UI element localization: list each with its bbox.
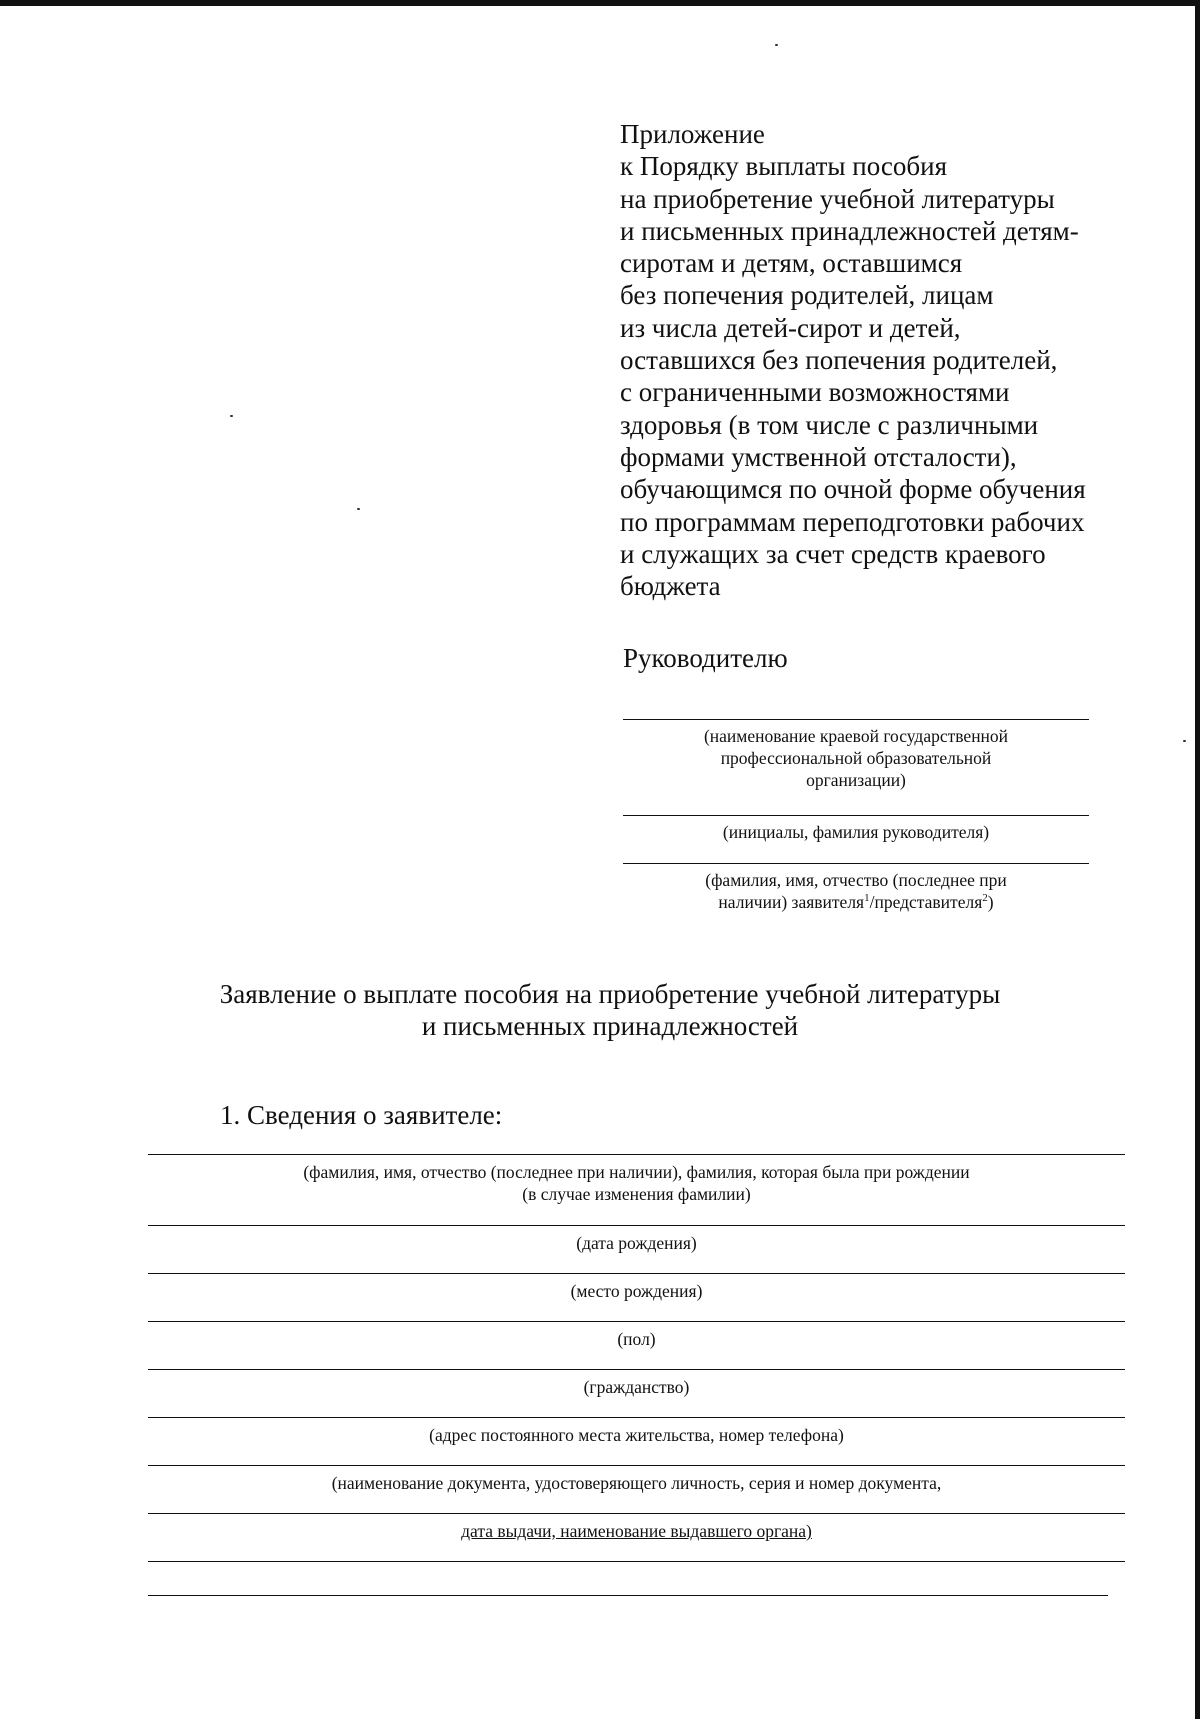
field-line <box>148 1561 1125 1562</box>
field-line <box>148 1273 1125 1274</box>
document-title <box>150 978 1070 1042</box>
appendix-line: здоровья (в том числе с различными <box>620 409 1039 440</box>
appendix-line: к Порядку выплаты пособия <box>620 151 948 182</box>
applicant-name-caption: (фамилия, имя, отчество (последнее при наличии) заявителя$^1$/представителя$^2$) <box>705 870 1007 912</box>
appendix-line: с ограниченными возможностями <box>620 377 1010 408</box>
birth-date-caption: (дата рождения) <box>576 1233 697 1253</box>
page-top-border <box>0 0 1200 6</box>
field-line <box>148 1513 1125 1514</box>
field-line <box>148 1225 1125 1226</box>
appendix-line: без попечения родителей, лицам <box>620 280 994 311</box>
document-title-line1: Заявление о выплате пособия на приобретение учебной литературы <box>219 979 1001 1009</box>
appendix-line: по программам переподготовки рабочих <box>620 506 1085 537</box>
gender-field[interactable] <box>148 1321 1125 1350</box>
org-name-caption: (наименование краевой государственной профессиональной образовательной организации) <box>703 726 1009 790</box>
appendix-line: из числа детей-сирот и детей, <box>620 312 961 343</box>
appendix-line: оставшихся без попечения родителей, <box>620 345 1058 376</box>
field-line <box>148 1369 1125 1370</box>
scan-speck <box>357 508 360 510</box>
applicant-name-field[interactable] <box>623 863 1089 913</box>
birth-date-field[interactable] <box>148 1225 1125 1254</box>
applicant-fio-caption: (фамилия, имя, отчество (последнее при наличии), фамилия, которая была при рождении (в случае изменения фамилии) <box>303 1162 970 1204</box>
applicant-name-line <box>623 863 1089 864</box>
scan-speck <box>1183 740 1186 742</box>
scan-speck <box>775 44 778 46</box>
appendix-line: Приложение <box>620 119 765 149</box>
field-line <box>148 1465 1125 1466</box>
appendix-line: и письменных принадлежностей детям- <box>620 215 1079 246</box>
head-name-field[interactable] <box>623 815 1089 843</box>
applicant-fio-field[interactable] <box>148 1154 1125 1205</box>
head-name-caption: (инициалы, фамилия руководителя) <box>722 822 990 842</box>
field-line <box>148 1417 1125 1418</box>
citizenship-caption: (гражданство) <box>583 1377 690 1397</box>
scan-speck <box>230 415 233 417</box>
address-caption: (адрес постоянного места жительства, номер телефона) <box>429 1425 844 1445</box>
id-issue-field[interactable] <box>148 1513 1125 1542</box>
section-1-heading: 1. Сведения о заявителе: <box>220 1100 503 1130</box>
addressee-label: Руководителю <box>623 643 788 673</box>
birth-place-caption: (место рождения) <box>570 1281 703 1301</box>
blank-line-field[interactable] <box>148 1595 1108 1596</box>
appendix-line: и служащих за счет средств краевого <box>620 538 1046 569</box>
address-field[interactable] <box>148 1417 1125 1446</box>
head-name-line <box>623 815 1089 816</box>
id-document-field[interactable] <box>148 1465 1125 1494</box>
appendix-line: обучающимся по очной форме обучения <box>620 474 1086 505</box>
appendix-line: бюджета <box>620 571 721 602</box>
appendix-line: на приобретение учебной литературы <box>620 183 1055 214</box>
appendix-line: сиротам и детям, оставшимся <box>620 248 963 279</box>
org-name-line <box>623 719 1089 720</box>
footnote-ref-1: 1 <box>864 892 870 905</box>
gender-caption: (пол) <box>617 1329 656 1349</box>
org-name-field[interactable] <box>623 719 1089 791</box>
id-issue-caption: дата выдачи, наименование выдавшего органа) <box>461 1521 812 1541</box>
appendix-block <box>620 118 1120 602</box>
field-line <box>148 1595 1108 1596</box>
id-document-caption: (наименование документа, удостоверяющего личность, серия и номер документа, <box>331 1473 942 1493</box>
field-line <box>148 1154 1125 1155</box>
appendix-line: формами умственной отсталости), <box>620 441 1017 472</box>
blank-line-field[interactable] <box>148 1561 1125 1562</box>
document-title-line2: и письменных принадлежностей <box>421 1011 799 1041</box>
citizenship-field[interactable] <box>148 1369 1125 1398</box>
field-line <box>148 1321 1125 1322</box>
page-right-border <box>1195 0 1200 1719</box>
footnote-ref-2: 2 <box>982 892 988 905</box>
birth-place-field[interactable] <box>148 1273 1125 1302</box>
